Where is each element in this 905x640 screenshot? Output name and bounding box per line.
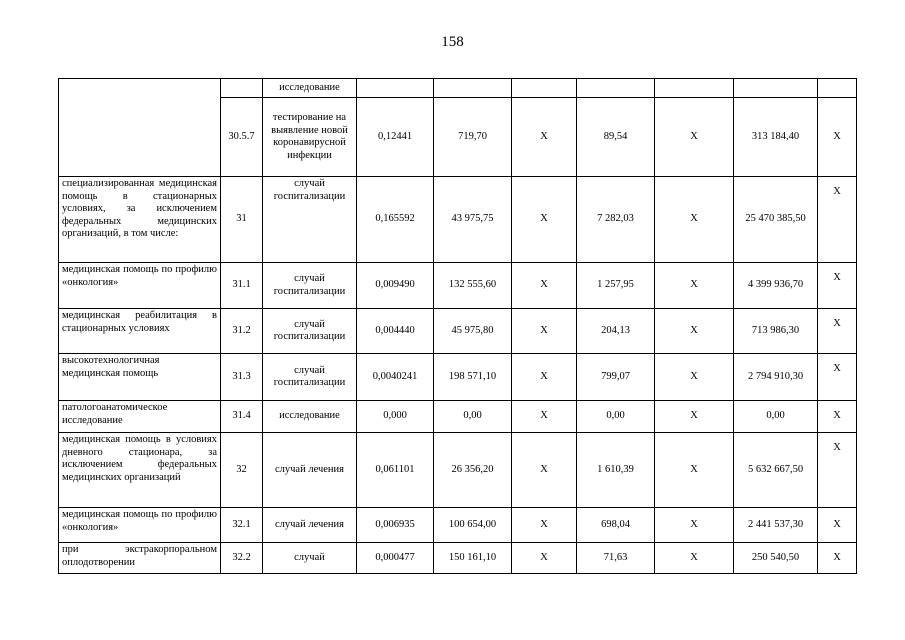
table-row — [59, 79, 857, 98]
row-value-2: 198 571,10 — [434, 354, 512, 401]
table-row — [59, 543, 857, 574]
row-code — [221, 79, 263, 98]
data-table — [58, 78, 857, 574]
row-value-1: 0,061101 — [357, 433, 434, 508]
row-x-1 — [512, 79, 577, 98]
row-unit: случай лечения — [263, 508, 357, 543]
row-unit: случай госпитализации — [263, 354, 357, 401]
row-x-2 — [655, 79, 734, 98]
row-value-2: 43 975,75 — [434, 177, 512, 263]
row-name: специализированная медицинская помощь в стационарных условиях, за исключением федеральных медицинских организаций, в том числе: — [59, 177, 221, 263]
row-value-2: 0,00 — [434, 401, 512, 433]
row-x-3: Х — [818, 177, 857, 263]
row-unit: случай — [263, 543, 357, 574]
row-x-1: Х — [512, 309, 577, 354]
page-number: 158 — [441, 34, 464, 50]
row-value-1: 0,0040241 — [357, 354, 434, 401]
row-name: при экстракорпоральном оплодотворении — [59, 543, 221, 574]
row-value-1: 0,006935 — [357, 508, 434, 543]
row-x-1: Х — [512, 263, 577, 309]
table-row — [59, 177, 857, 263]
table-row — [59, 263, 857, 309]
table-row — [59, 401, 857, 433]
row-x-3: Х — [818, 309, 857, 354]
row-name: патологоанатомическое исследование — [59, 401, 221, 433]
row-value-4: 4 399 936,70 — [734, 263, 818, 309]
row-value-3: 1 610,39 — [577, 433, 655, 508]
row-value-3: 1 257,95 — [577, 263, 655, 309]
row-name: медицинская помощь по профилю «онкология» — [59, 508, 221, 543]
row-value-3: 7 282,03 — [577, 177, 655, 263]
row-value-2: 150 161,10 — [434, 543, 512, 574]
row-code: 30.5.7 — [221, 98, 263, 177]
row-x-3: Х — [818, 433, 857, 508]
row-x-2: Х — [655, 433, 734, 508]
row-value-4: 25 470 385,50 — [734, 177, 818, 263]
row-code: 31.2 — [221, 309, 263, 354]
row-value-1: 0,000477 — [357, 543, 434, 574]
row-value-1: 0,004440 — [357, 309, 434, 354]
row-name: медицинская реабилитация в стационарных условиях — [59, 309, 221, 354]
row-value-3 — [577, 79, 655, 98]
row-value-2: 100 654,00 — [434, 508, 512, 543]
row-unit: случай госпитализации — [263, 177, 357, 263]
row-x-2: Х — [655, 508, 734, 543]
row-name — [59, 79, 221, 177]
row-x-3: Х — [818, 508, 857, 543]
table-row — [59, 433, 857, 508]
row-x-1: Х — [512, 543, 577, 574]
row-code: 31.1 — [221, 263, 263, 309]
row-value-4: 2 441 537,30 — [734, 508, 818, 543]
row-code: 31.3 — [221, 354, 263, 401]
row-x-2: Х — [655, 543, 734, 574]
row-value-2: 132 555,60 — [434, 263, 512, 309]
row-value-3: 204,13 — [577, 309, 655, 354]
row-value-2: 45 975,80 — [434, 309, 512, 354]
row-code: 31 — [221, 177, 263, 263]
row-value-3: 89,54 — [577, 98, 655, 177]
row-value-4: 713 986,30 — [734, 309, 818, 354]
row-x-3: Х — [818, 401, 857, 433]
row-x-3: Х — [818, 263, 857, 309]
row-value-2: 26 356,20 — [434, 433, 512, 508]
row-x-3: Х — [818, 98, 857, 177]
row-unit: случай лечения — [263, 433, 357, 508]
row-value-2: 719,70 — [434, 98, 512, 177]
row-unit: тестирование на выявление новой коронавирусной инфекции — [263, 98, 357, 177]
row-x-1: Х — [512, 508, 577, 543]
table-row — [59, 354, 857, 401]
row-name: высокотехнологичная медицинская помощь — [59, 354, 221, 401]
row-x-2: Х — [655, 309, 734, 354]
row-x-2: Х — [655, 354, 734, 401]
row-x-3 — [818, 79, 857, 98]
row-value-1: 0,12441 — [357, 98, 434, 177]
row-x-2: Х — [655, 177, 734, 263]
row-code: 32 — [221, 433, 263, 508]
row-code: 32.1 — [221, 508, 263, 543]
row-value-1: 0,165592 — [357, 177, 434, 263]
row-value-3: 799,07 — [577, 354, 655, 401]
row-value-3: 698,04 — [577, 508, 655, 543]
row-value-1: 0,009490 — [357, 263, 434, 309]
row-x-2: Х — [655, 263, 734, 309]
row-value-1 — [357, 79, 434, 98]
row-x-1: Х — [512, 401, 577, 433]
row-x-3: Х — [818, 543, 857, 574]
row-unit: случай госпитализации — [263, 309, 357, 354]
row-x-1: Х — [512, 433, 577, 508]
row-value-4: 313 184,40 — [734, 98, 818, 177]
row-unit: исследование — [263, 401, 357, 433]
row-value-1: 0,000 — [357, 401, 434, 433]
row-x-1: Х — [512, 177, 577, 263]
row-x-1: Х — [512, 98, 577, 177]
row-x-2: Х — [655, 401, 734, 433]
row-value-4: 2 794 910,30 — [734, 354, 818, 401]
row-x-1: Х — [512, 354, 577, 401]
row-name: медицинская помощь по профилю «онкология» — [59, 263, 221, 309]
row-value-3: 71,63 — [577, 543, 655, 574]
row-value-4: 5 632 667,50 — [734, 433, 818, 508]
row-value-4 — [734, 79, 818, 98]
row-name: медицинская помощь в условиях дневного стационара, за исключением федеральных медицинских организаций — [59, 433, 221, 508]
row-value-3: 0,00 — [577, 401, 655, 433]
row-x-3: Х — [818, 354, 857, 401]
row-value-4: 0,00 — [734, 401, 818, 433]
row-unit: исследование — [263, 79, 357, 98]
row-value-2 — [434, 79, 512, 98]
table-row — [59, 309, 857, 354]
table-row — [59, 508, 857, 543]
row-unit: случай госпитализации — [263, 263, 357, 309]
row-code: 32.2 — [221, 543, 263, 574]
row-code: 31.4 — [221, 401, 263, 433]
row-value-4: 250 540,50 — [734, 543, 818, 574]
row-x-2: Х — [655, 98, 734, 177]
